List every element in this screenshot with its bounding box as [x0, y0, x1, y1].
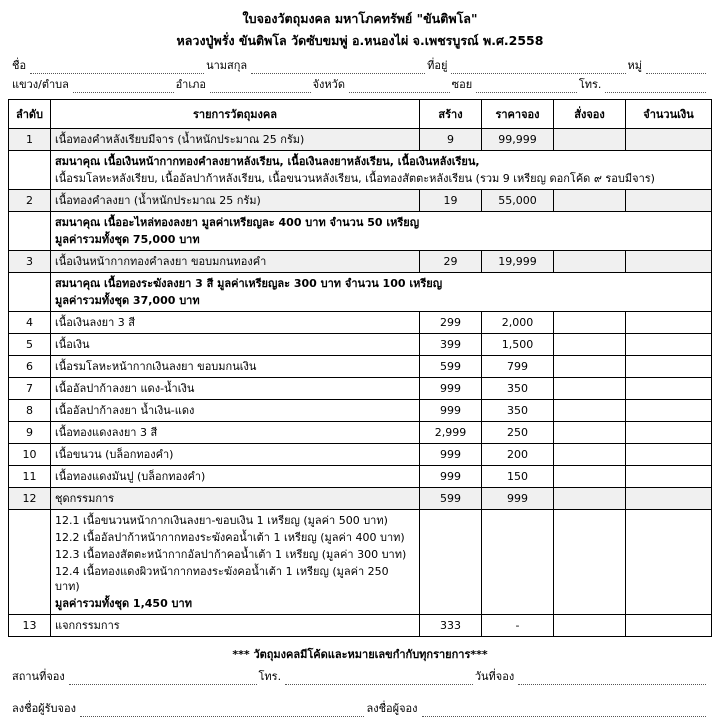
field-input-name[interactable] [30, 62, 204, 74]
row-no-empty [9, 273, 51, 312]
row-no-empty [9, 151, 51, 190]
table-row [9, 615, 712, 637]
row-no: 13 [9, 615, 51, 637]
row-price: 799 [482, 356, 554, 378]
row-no: 6 [9, 356, 51, 378]
table-row [9, 378, 712, 400]
table-row [9, 466, 712, 488]
row-description: แจกกรรมการ [51, 615, 420, 637]
row-amount[interactable] [626, 334, 712, 356]
row-no: 12 [9, 488, 51, 510]
row-amount[interactable] [626, 378, 712, 400]
field-label-subdistrict: แขวง/ตำบล [12, 78, 69, 91]
order-table [8, 99, 712, 637]
bonus-total: มูลค่ารวมทั้งชุด 37,000 บาท [55, 294, 200, 307]
row-description: เนื้อเงินลงยา 3 สี [51, 312, 420, 334]
bonus-line: 12.1 เนื้อขนวนหน้ากากเงินลงยา-ขอบเงิน 1 เหรียญ (มูลค่า 500 บาท) [55, 514, 388, 527]
row-no: 5 [9, 334, 51, 356]
row-amount[interactable] [626, 356, 712, 378]
field-label-booking-date: วันที่จอง [474, 670, 515, 683]
footer-row [12, 701, 708, 717]
row-order[interactable] [554, 251, 626, 273]
row-made: 999 [420, 378, 482, 400]
table-row [9, 251, 712, 273]
row-order[interactable] [554, 466, 626, 488]
row-made: 29 [420, 251, 482, 273]
field-input-booking-date[interactable] [518, 673, 706, 685]
row-price: 350 [482, 378, 554, 400]
row-no: 7 [9, 378, 51, 400]
row-description: ชุดกรรมการ [51, 488, 420, 510]
row-no: 2 [9, 190, 51, 212]
field-input-booking-place[interactable] [69, 673, 257, 685]
bonus-line: 12.4 เนื้อทองแดงผิวหน้ากากทองระฆังคอน้ำเต้า 1 เหรียญ (มูลค่า 250 บาท) [55, 565, 389, 593]
row-bonus-note [51, 212, 712, 251]
row-amount[interactable] [626, 251, 712, 273]
column-header-price: ราคาจอง [482, 100, 554, 129]
table-row [9, 334, 712, 356]
table-row [9, 444, 712, 466]
form-row [12, 77, 708, 93]
row-amount[interactable] [626, 488, 712, 510]
row-made: 999 [420, 400, 482, 422]
row-price: 999 [482, 488, 554, 510]
field-input-district[interactable] [210, 81, 311, 93]
row-made: 599 [420, 488, 482, 510]
row-description: เนื้อเงินหน้ากากทองคำลงยา ขอบมกนทองคำ [51, 251, 420, 273]
field-label-province: จังหวัด [312, 78, 345, 91]
row-amount[interactable] [626, 466, 712, 488]
row-order[interactable] [554, 356, 626, 378]
row-description: เนื้อเงิน [51, 334, 420, 356]
row-description: เนื้อทองคำหลังเรียบมีจาร (น้ำหนักประมาณ 25 กรัม) [51, 129, 420, 151]
table-row [9, 312, 712, 334]
row-order[interactable] [554, 312, 626, 334]
table-row [9, 422, 712, 444]
row-order[interactable] [554, 444, 626, 466]
table-row [9, 400, 712, 422]
customer-info-fields [8, 58, 712, 93]
row-price: 55,000 [482, 190, 554, 212]
row-price: 2,000 [482, 312, 554, 334]
field-input-province[interactable] [349, 81, 450, 93]
row-price: 1,500 [482, 334, 554, 356]
row-amount[interactable] [626, 312, 712, 334]
field-input-moo[interactable] [646, 62, 706, 74]
row-price: - [482, 615, 554, 637]
row-made: 19 [420, 190, 482, 212]
row-description: เนื้อขนวน (บล็อกทองคำ) [51, 444, 420, 466]
field-label-booking-place: สถานที่จอง [12, 670, 65, 683]
field-label-phone: โทร. [578, 78, 602, 91]
row-bonus-note [51, 151, 712, 190]
document-note: *** วัตถุมงคลมีโค้ดและหมายเลขกำกับทุกรายการ*** [232, 648, 488, 661]
field-label-moo: หมู่ [627, 59, 643, 72]
row-no-empty [9, 510, 51, 615]
page-subtitle: หลวงปู่พรั่ง ขันติพโล วัดซับขมพู่ อ.หนองไผ่ จ.เพชรบูรณ์ พ.ศ.2558 [176, 33, 544, 48]
row-description: เนื้อรมโลหะหน้ากากเงินลงยา ขอบมกนเงิน [51, 356, 420, 378]
row-no: 1 [9, 129, 51, 151]
row-amount-empty[interactable] [626, 510, 712, 615]
table-row [9, 356, 712, 378]
field-label-receiver-signature: ลงชื่อผู้รับจอง [12, 702, 76, 715]
row-description: เนื้อทองคำลงยา (น้ำหนักประมาณ 25 กรัม) [51, 190, 420, 212]
column-header-no: ลำดับ [9, 100, 51, 129]
row-amount[interactable] [626, 422, 712, 444]
row-made: 999 [420, 444, 482, 466]
row-description: เนื้อทองแดงมันปู (บล็อกทองคำ) [51, 466, 420, 488]
bonus-line: 12.3 เนื้อทองสัตตะหน้ากากอัลปาก้าคอน้ำเต้า 1 เหรียญ (มูลค่า 300 บาท) [55, 548, 407, 561]
page-title: ใบจองวัตถุมงคล มหาโภคทรัพย์ "ขันติพโล" [242, 11, 478, 26]
field-label-footer-phone: โทร. [258, 670, 282, 683]
table-subrow [9, 151, 712, 190]
bonus-total: มูลค่ารวมทั้งชุด 75,000 บาท [55, 233, 200, 246]
bonus-line: สมนาคุณ เนื้อทองระฆังลงยา 3 สี มูลค่าเหรียญละ 300 บาท จำนวน 100 เหรียญ [55, 277, 443, 290]
table-header-row [9, 100, 712, 129]
row-amount[interactable] [626, 190, 712, 212]
row-price: 200 [482, 444, 554, 466]
row-description: เนื้อทองแดงลงยา 3 สี [51, 422, 420, 444]
field-label-soi: ซอย [451, 78, 473, 91]
row-no: 3 [9, 251, 51, 273]
table-row [9, 129, 712, 151]
row-price: 19,999 [482, 251, 554, 273]
field-input-surname[interactable] [251, 62, 425, 74]
row-made: 2,999 [420, 422, 482, 444]
table-row [9, 488, 712, 510]
row-amount[interactable] [626, 400, 712, 422]
row-amount[interactable] [626, 444, 712, 466]
bonus-line: เนื้อรมโลหะหลังเรียบ, เนื้ออัลปาก้าหลังเรียน, เนื้อขนวนหลังเรียน, เนื้อทองสัตตะหลังเรียน (รวม 9 เหรียญ ดอกโค้ด ๙ รอบมีจาร) [55, 172, 655, 185]
field-input-phone[interactable] [605, 81, 706, 93]
row-amount[interactable] [626, 615, 712, 637]
field-label-surname: นามสกุล [206, 59, 248, 72]
table-subrow [9, 212, 712, 251]
row-no: 8 [9, 400, 51, 422]
field-input-address[interactable] [451, 62, 625, 74]
row-made: 399 [420, 334, 482, 356]
row-no: 4 [9, 312, 51, 334]
row-amount[interactable] [626, 129, 712, 151]
form-row [12, 58, 708, 74]
booking-footer-fields [8, 669, 712, 717]
field-input-soi[interactable] [476, 81, 577, 93]
field-input-receiver-signature[interactable] [80, 705, 365, 717]
field-label-district: อำเภอ [175, 78, 206, 91]
row-no: 10 [9, 444, 51, 466]
row-made: 333 [420, 615, 482, 637]
column-header-made: สร้าง [420, 100, 482, 129]
table-subrow [9, 510, 712, 615]
table-subrow [9, 273, 712, 312]
row-order[interactable] [554, 488, 626, 510]
bonus-line: สมนาคุณ เนื้อเงินหน้ากากทองคำลงยาหลังเรียน, เนื้อเงินลงยาหลังเรียน, เนื้อเงินหลังเรียน, [55, 155, 480, 168]
field-input-booker-signature[interactable] [422, 705, 707, 717]
row-order[interactable] [554, 129, 626, 151]
row-price: 99,999 [482, 129, 554, 151]
row-order[interactable] [554, 422, 626, 444]
row-bonus-note [51, 273, 712, 312]
field-label-address: ที่อยู่ [427, 59, 448, 72]
field-input-footer-phone[interactable] [285, 673, 473, 685]
row-made: 299 [420, 312, 482, 334]
row-bonus-note [51, 510, 420, 615]
bonus-total: มูลค่ารวมทั้งชุด 1,450 บาท [55, 597, 192, 610]
row-made: 599 [420, 356, 482, 378]
bonus-line: สมนาคุณ เนื้ออะไหล่ทองลงยา มูลค่าเหรียญละ 400 บาท จำนวน 50 เหรียญ [55, 216, 420, 229]
row-order[interactable] [554, 615, 626, 637]
table-row [9, 190, 712, 212]
footer-row [12, 669, 708, 685]
document-header [8, 10, 712, 50]
row-no: 9 [9, 422, 51, 444]
row-order[interactable] [554, 378, 626, 400]
row-description: เนื้ออัลปาก้าลงยา แดง-น้ำเงิน [51, 378, 420, 400]
column-header-amount: จำนวนเงิน [626, 100, 712, 129]
row-price: 150 [482, 466, 554, 488]
field-label-booker-signature: ลงชื่อผู้จอง [366, 702, 418, 715]
row-order-empty[interactable] [554, 510, 626, 615]
row-made: 999 [420, 466, 482, 488]
bonus-line: 12.2 เนื้ออัลปาก้าหน้ากากทองระฆังคอน้ำเต้า 1 เหรียญ (มูลค่า 400 บาท) [55, 531, 405, 544]
row-order[interactable] [554, 400, 626, 422]
row-order[interactable] [554, 334, 626, 356]
field-input-subdistrict[interactable] [73, 81, 174, 93]
row-made: 9 [420, 129, 482, 151]
row-price: 250 [482, 422, 554, 444]
row-description: เนื้ออัลปาก้าลงยา น้ำเงิน-แดง [51, 400, 420, 422]
column-header-order: สั่งจอง [554, 100, 626, 129]
row-made-empty [420, 510, 482, 615]
row-order[interactable] [554, 190, 626, 212]
field-label-name: ชื่อ [12, 59, 27, 72]
column-header-description: รายการวัตถุมงคล [51, 100, 420, 129]
row-price-empty [482, 510, 554, 615]
row-no: 11 [9, 466, 51, 488]
row-price: 350 [482, 400, 554, 422]
row-no-empty [9, 212, 51, 251]
